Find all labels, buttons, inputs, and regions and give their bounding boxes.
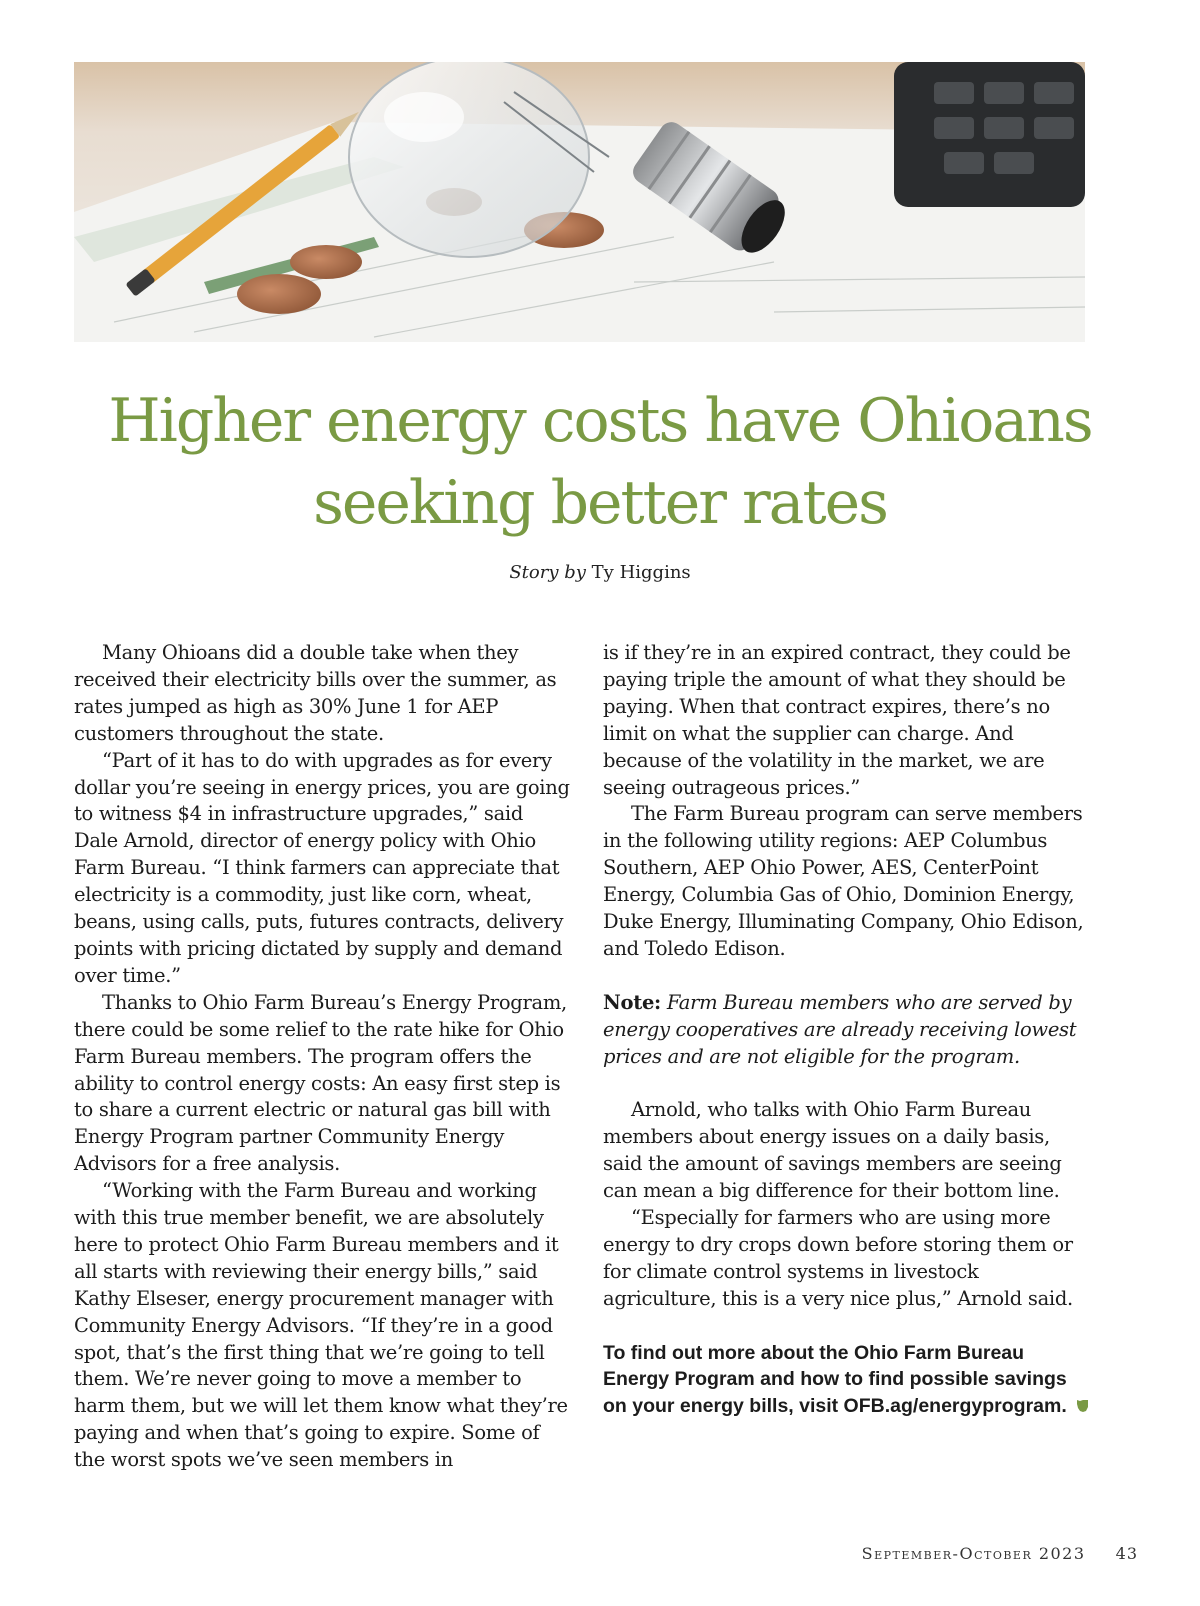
body-paragraph: Thanks to Ohio Farm Bureau’s Energy Program, there could be some relief to the rate hike for Ohio Farm Bureau members. The program offers the ability to control energy costs: An easy first step is to share a current electric or natural gas bill with Energy Program partner Community Energy Advisors for a free analysis. <box>74 990 567 1176</box>
hero-photo <box>74 62 1085 342</box>
body-paragraph: The Farm Bureau program can serve members in the following utility regions: AEP Columbus Southern, AEP Ohio Power, AES, CenterPoint Energy, Columbia Gas of Ohio, Dominion Energy, Duke Energy, Illuminating Company, Ohio Edison, and Toledo Edison. <box>603 802 1084 960</box>
page-number: 43 <box>1115 1544 1138 1563</box>
lightbulb-coins-bill-photo <box>74 62 1085 342</box>
byline <box>0 562 1200 583</box>
body-paragraph: Arnold, who talks with Ohio Farm Bureau members about energy issues on a daily basis, said the amount of savings members are seeing can mean a big difference for their bottom line. <box>603 1098 1062 1203</box>
page-footer <box>862 1544 1138 1563</box>
note-paragraph <box>603 990 1091 1071</box>
body-paragraph-continuation: is if they’re in an expired contract, they could be paying triple the amount of what they should be paying. When that contract expires, there’s no limit on what the supplier can charge. And because of the volatility in the market, we are seeing outrageous prices.” <box>603 641 1071 799</box>
byline-author: Ty Higgins <box>591 562 691 583</box>
issue-date: September-October 2023 <box>861 1544 1086 1563</box>
call-to-action <box>603 1340 1091 1421</box>
body-paragraph: Many Ohioans did a double take when they received their electricity bills over the summer, as rates jumped as high as 30% June 1 for AEP customers throughout the state. <box>74 641 557 745</box>
ohio-state-icon <box>1076 1399 1089 1413</box>
note-text: Farm Bureau members who are served by energy cooperatives are already receiving lowest prices and are not eligible for the program. <box>603 990 1077 1068</box>
body-paragraph: “Working with the Farm Bureau and working with this true member benefit, we are absolutely here to protect Ohio Farm Bureau members and it all starts with reviewing their energy bills,” said Kathy Elseser, energy procurement manager with Community Energy Advisors. “If they’re in a good spot, that’s the first thing that we’re going to tell them. We’re never going to move a member to harm them, but we will let them know what they’re paying and when that’s going to expire. Some of the worst spots we’ve seen members in <box>74 1179 568 1472</box>
left-column <box>74 640 572 1474</box>
call-to-action-text: To find out more about the Ohio Farm Bureau Energy Program and how to find possible savings on your energy bills, visit OFB.ag/energyprogram. <box>603 1341 1067 1418</box>
byline-prefix: Story by <box>509 562 586 583</box>
note-label: Note: <box>603 990 661 1014</box>
body-paragraph: “Part of it has to do with upgrades as for every dollar you’re seeing in energy prices, you are going to witness $4 in infrastructure upgrades,” said Dale Arnold, director of energy policy with Ohio Farm Bureau. “I think farmers can appreciate that electricity is a commodity, just like corn, wheat, beans, using calls, puts, futures contracts, delivery points with pricing dictated by supply and demand over time.” <box>74 748 570 987</box>
right-column <box>603 640 1091 1420</box>
body-paragraph: “Especially for farmers who are using more energy to dry crops down before storing them or for climate control systems in livestock agriculture, this is a very nice plus,” Arnold said. <box>603 1206 1073 1310</box>
article-headline: Higher energy costs have Ohioans seeking better rates <box>108 386 1092 538</box>
